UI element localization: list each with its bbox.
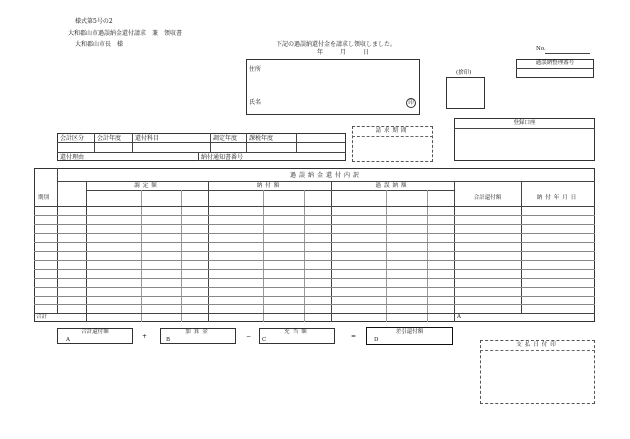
total-row-top [34,313,595,314]
seiri-number-label: 過誤納整理番号 [535,60,575,66]
no-underline [545,53,590,54]
payment-stamp-label: 支払日付印 [516,342,559,348]
name-label: 氏名 [249,99,262,106]
kanpu-kamoku-label: 還付科目 [135,135,160,142]
gokei-kanpu-header: 合計還付額 [473,195,502,201]
summary-kasan-label: 加算金 [185,329,211,335]
no-label: No. [536,46,546,52]
info-row2-bottom [57,152,346,153]
refund-detail-table [34,168,595,322]
chotei-nendo-label: 調定年度 [213,135,238,142]
nofu-date-header: 納付年月日 [536,195,580,201]
stamp-box [446,77,485,109]
kanpu-riyu-label: 還付理由 [60,154,85,161]
date-month-label: 月 [340,49,347,56]
summary-total-mark: A [66,337,70,343]
summary-juto-label: 充当額 [284,329,310,335]
kaikei-kubun-label: 会計区分 [60,135,85,142]
summary-total-label: 合計還付額 [81,329,109,335]
notice-number-label: 納付通知書番号 [201,154,244,161]
payment-stamp-divider [480,350,595,351]
equals-operator: = [351,333,357,340]
minus-operator: − [246,333,252,340]
kaikei-nendo-label: 会計年度 [97,135,122,142]
addressee: 大和郡山市長 様 [75,41,124,48]
info-row1-bottom [57,142,346,143]
request-statement: 下記の過誤納還付金を請求し領収しました。 [276,41,397,48]
date-day-label: 日 [363,49,370,56]
seikyu-period-label: 請求期間 [375,128,410,134]
summary-sashihiki-mark: D [374,337,379,343]
address-label: 住所 [249,66,262,73]
nofu-header: 納付額 [256,183,283,189]
chotei-header: 調定額 [134,183,160,189]
total-mark-a: A [457,314,461,320]
seal-icon: 印 [406,98,416,108]
toroku-divider [454,128,595,129]
total-row-label: 合計 [36,314,48,320]
kibetsu-col-right [57,168,58,313]
date-year-label: 年 [317,49,324,56]
toroku-account-label: 登録口座 [513,120,536,126]
table-header-bottom [34,206,595,207]
stamp-label: (捨印) [456,70,472,76]
summary-kasan-mark: B [166,337,171,343]
kibetsu-header: 期別 [38,195,50,201]
kago-header: 過誤納額 [375,183,410,189]
kazei-nendo-label: 課税年度 [249,135,274,142]
plus-operator: + [142,333,148,340]
seiri-divider [516,68,594,69]
form-title: 大和郡山市過誤納金還付請求 兼 領収書 [68,30,183,37]
table-title-bottom [57,181,595,182]
form-number: 様式第5号の2 [75,18,113,25]
summary-juto-mark: C [262,337,267,343]
applicant-box [246,59,420,115]
table-title: 過誤納金還付内訳 [289,172,362,179]
seikyu-divider [352,136,433,137]
summary-sashihiki-label: 差引還付額 [395,329,424,335]
